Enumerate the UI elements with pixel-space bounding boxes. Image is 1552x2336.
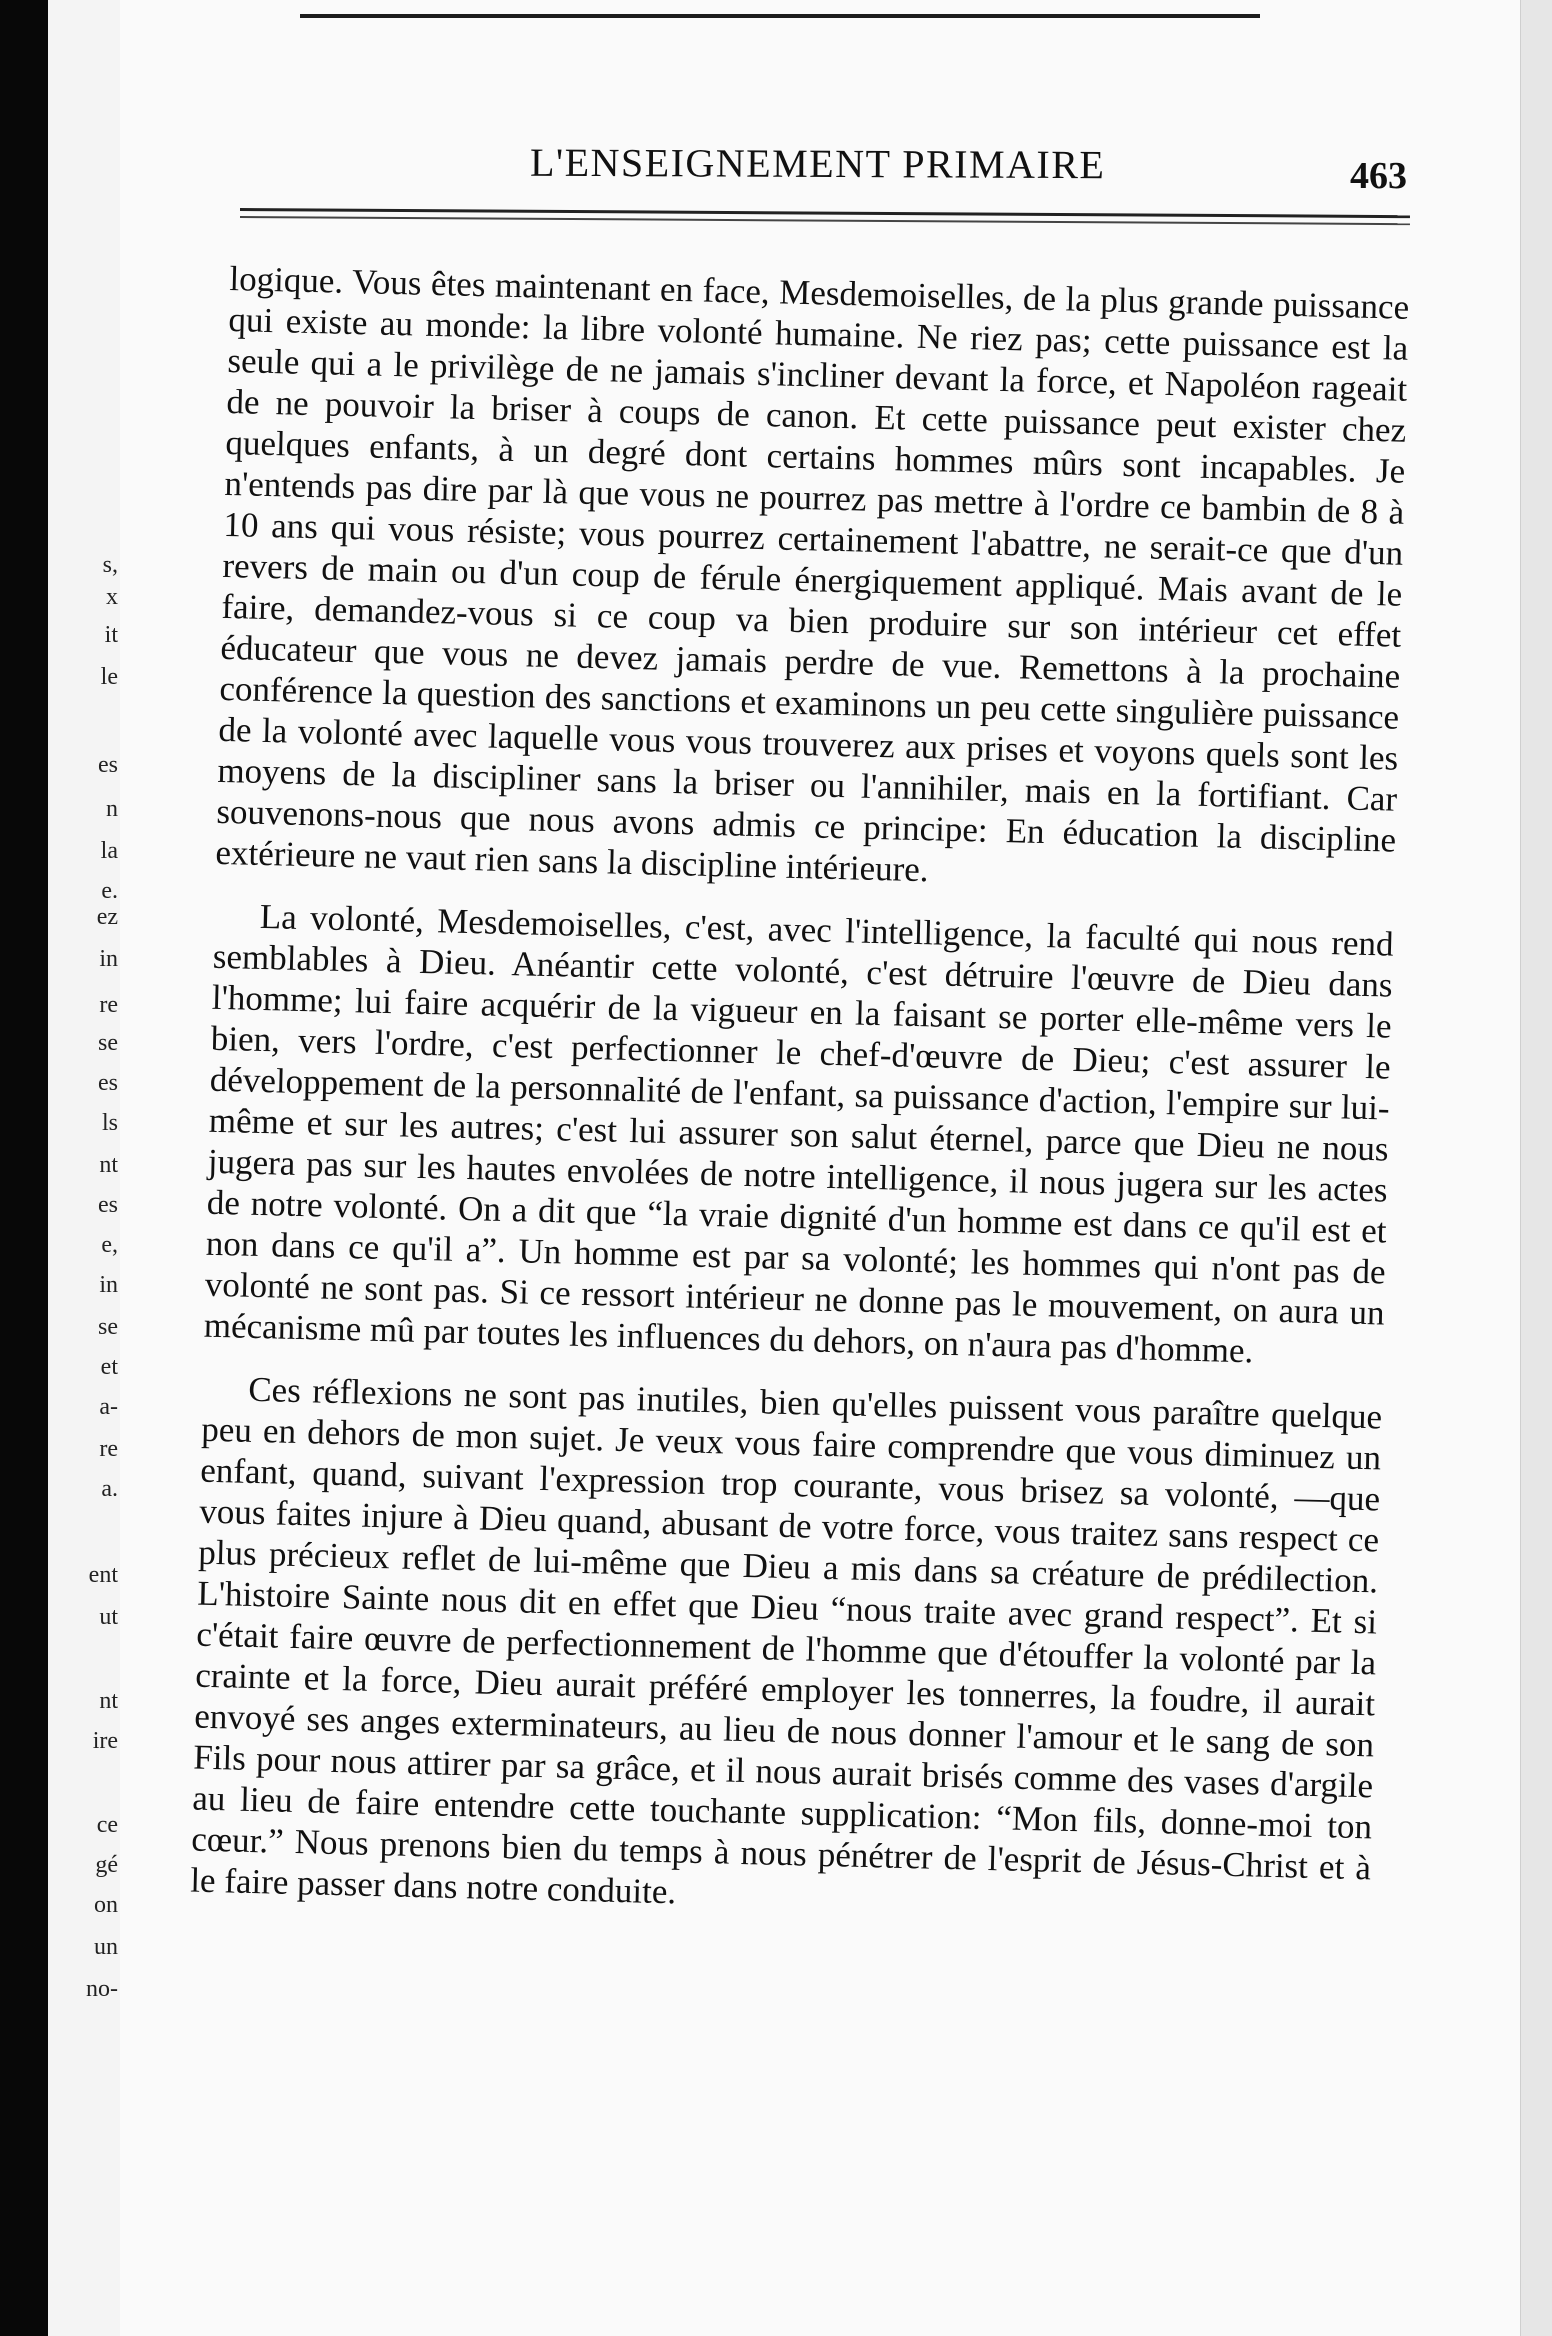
facing-fragment: le (100, 664, 118, 690)
facing-fragment: gé (95, 1852, 118, 1878)
facing-fragment: in (99, 946, 118, 972)
paragraph: La volonté, Mesdemoiselles, c'est, avec l'intelligence, la faculté qui nous rend semblables à Dieu. Anéantir cette volonté, c'est détruire l'œuvre de Dieu dans l'homme; lui faire acquérir de la vigueur en la faisant se porter elle-même vers le bien, vers l'ordre, c'est perfectionner le chef-d'œuvre de Dieu; c'est assurer le développement de la personnalité de l'enfant, sa puissance d'action, l'empire sur lui-même et sur les autres; c'est lui assurer son salut éternel, parce que Dieu ne nous jugera pas sur les hautes envolées de notre intelligence, il nous jugera sur les actes de notre volonté. On a dit que “la vraie dignité d'un homme est dans ce qu'il est et non dans ce qu'il a”. Un homme est par sa volonté; les hommes qui n'ont pas de volonté ne sont pas. Si ce ressort intérieur ne donne pas le mouvement, on aura un mécanisme mû par toutes les influences du dehors, on n'aura pas d'homme. (203, 896, 1395, 1371)
facing-fragment: es (98, 1192, 118, 1218)
facing-fragment: a- (99, 1394, 118, 1420)
facing-fragment: se (98, 1030, 118, 1056)
facing-fragment: et (100, 1354, 118, 1380)
binding-gutter (0, 0, 48, 2336)
facing-page-edge (48, 0, 121, 2336)
facing-fragment: ez (96, 904, 118, 930)
facing-fragment: nt (99, 1152, 118, 1178)
page-number: 463 (1350, 155, 1407, 197)
running-title: L'ENSEIGNEMENT PRIMAIRE (529, 139, 1106, 188)
book-page (120, 0, 1520, 2336)
facing-fragment: s, (102, 552, 118, 578)
body-text (190, 258, 1410, 1929)
paragraph: logique. Vous êtes maintenant en face, Mesdemoiselles, de la plus grande puissance qui existe au monde: la libre volonté humaine. Ne riez pas; cette puissance est la seule qui a le privilège de ne jamais s'incliner devant la force, et Napoléon rageait de ne pouvoir la briser à coups de canon. Et cette puissance peut exister chez quelques enfants, à un degré dont certains hommes mûrs sont incapables. Je n'entends pas dire par là que vous ne pourrez pas mettre à l'ordre ce bambin de 8 à 10 ans qui vous résiste; vous pourrez certainement l'abattre, ne serait-ce que d'un revers de main ou d'un coup de férule énergiquement appliqué. Mais avant de le faire, demandez-vous si ce coup va bien produire sur son intérieur cet effet éducateur que vous ne devez jamais perdre de vue. Remettons à la prochaine conférence la question des sanctions et examinons un peu cette singulière puissance de la volonté avec laquelle vous vous trouverez aux prises et voyons quels sont les moyens de la discipliner sans la briser ou l'annihiler, mais en la fortifiant. Car souvenons-nous que nous avons admis ce principe: En éducation la discipline extérieure ne vaut rien sans la discipline intérieure. (214, 258, 1410, 890)
facing-fragment: es (98, 752, 118, 778)
facing-fragment: se (98, 1314, 118, 1340)
facing-fragment: e, (101, 1232, 118, 1258)
facing-fragment: x (106, 584, 118, 610)
facing-fragment: un (94, 1934, 118, 1960)
paragraph: Ces réflexions ne sont pas inutiles, bien qu'elles puissent vous paraître quelque peu en dehors de mon sujet. Je veux vous faire comprendre que vous diminuez un enfant, quand, suivant l'expression trop courante, vous brisez sa volonté, —que vous faites injure à Dieu quand, abusant de votre force, vous traitez sans respect ce plus précieux reflet de lui-même que Dieu a mis dans sa créature de prédilection. L'histoire Sainte nous dit en effet que Dieu “nous traite avec grand respect”. Et si c'était faire œuvre de perfectionnement de l'homme que d'étouffer la volonté par la crainte et la force, Dieu aurait préféré employer les tonnerres, la foudre, il aurait envoyé ses anges exterminateurs, au lieu de nous donner l'amour et le sang de son Fils pour nous attirer par sa grâce, et il nous aurait brisés comme des vases d'argile au lieu de faire entendre cette touchante supplication: “Mon fils, donne-moi ton cœur.” Nous prenons bien du temps à nous pénétrer de l'esprit de Jésus-Christ et à le faire passer dans notre conduite. (189, 1369, 1383, 1912)
facing-fragment: it (104, 622, 118, 648)
facing-fragment: no- (86, 1976, 118, 2002)
top-page-edge (300, 14, 1260, 18)
facing-fragment: ent (88, 1562, 118, 1588)
facing-fragment: es (98, 1070, 118, 1096)
facing-fragment: n (106, 796, 118, 822)
header-rule (240, 216, 1410, 225)
facing-fragment: ce (96, 1812, 118, 1838)
facing-fragment: ut (99, 1604, 118, 1630)
background-strip (1520, 0, 1552, 2336)
facing-fragment: on (94, 1892, 118, 1918)
facing-fragment: a. (101, 1476, 118, 1502)
facing-fragment: ire (92, 1728, 118, 1754)
facing-fragment: re (99, 992, 118, 1018)
facing-fragment: nt (99, 1688, 118, 1714)
facing-fragment: la (100, 838, 118, 864)
facing-fragment: e. (101, 878, 118, 904)
facing-fragment: in (99, 1272, 118, 1298)
facing-fragment: re (99, 1436, 118, 1462)
facing-fragment: ls (101, 1110, 118, 1136)
